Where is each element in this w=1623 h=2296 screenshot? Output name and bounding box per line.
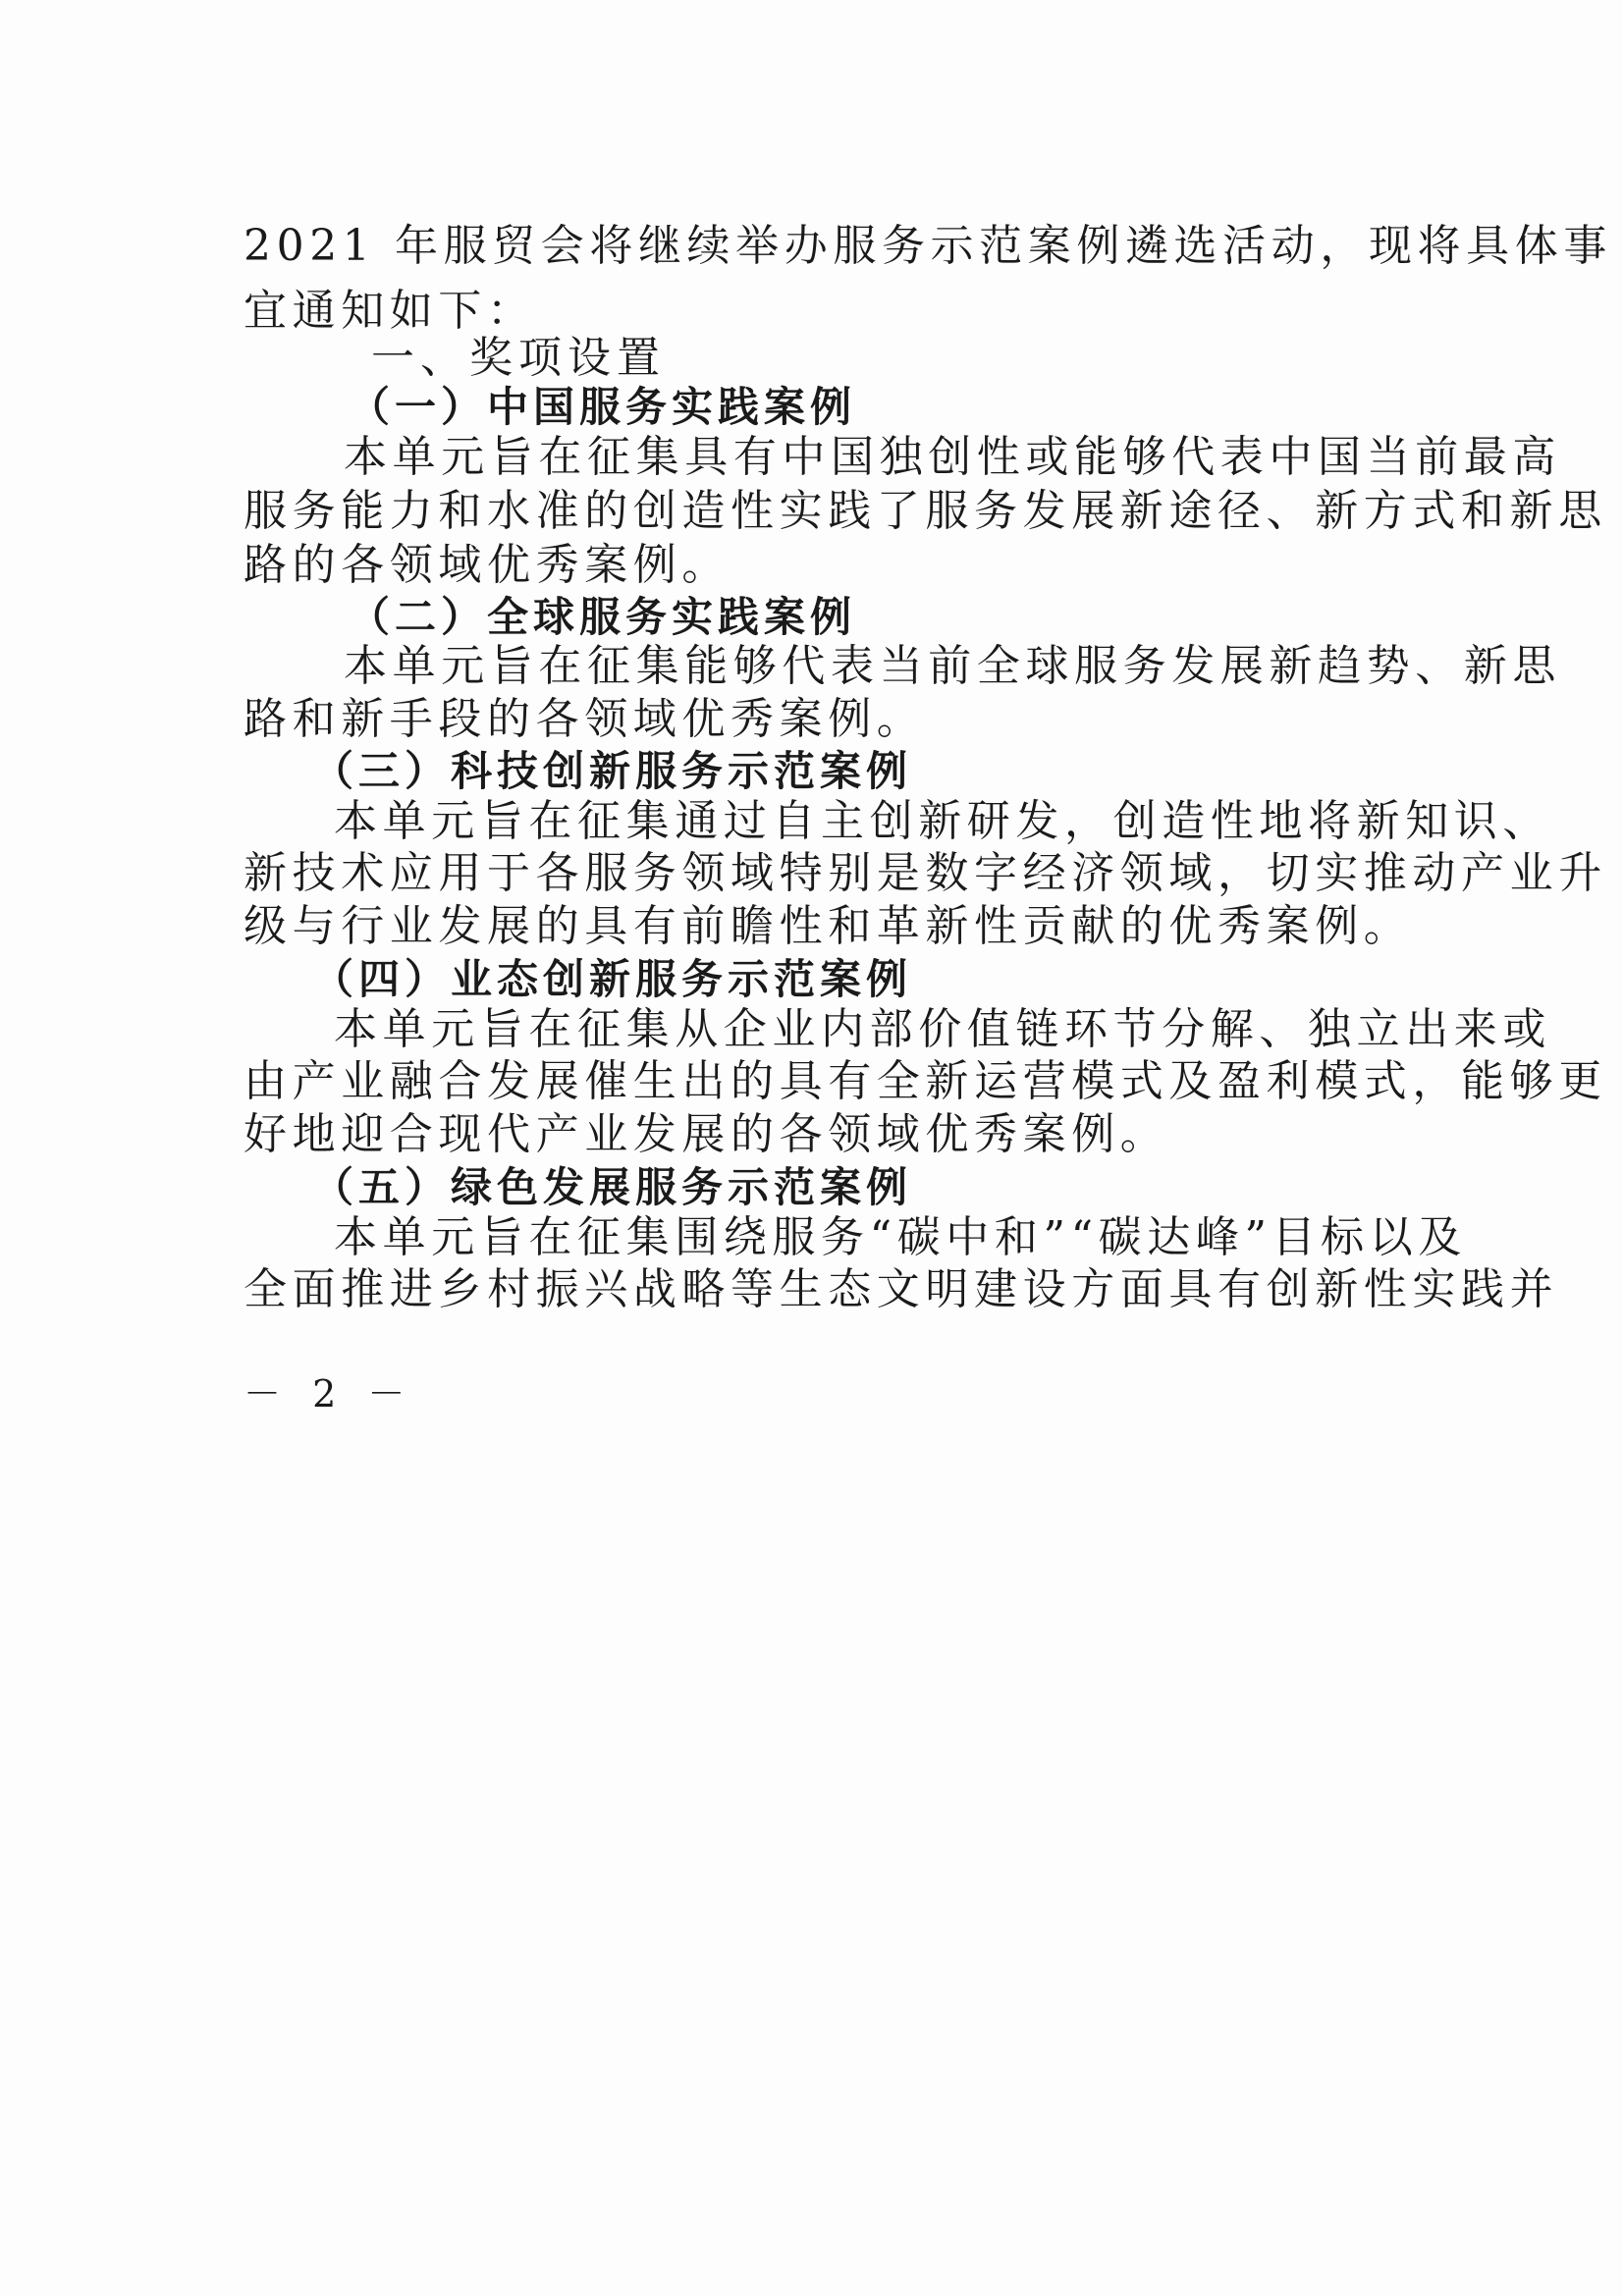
intro-line-1: 2021 年服贸会将继续举办服务示范案例遴选活动，现将具体事 bbox=[243, 221, 1612, 271]
item-1-line-2: 服务能力和水准的创造性实践了服务发展新途径、新方式和新思 bbox=[243, 486, 1607, 536]
item-5-line-2: 全面推进乡村振兴战略等生态文明建设方面具有创新性实践并 bbox=[243, 1264, 1559, 1314]
item-4-title: （四）业态创新服务示范案例 bbox=[312, 955, 913, 1003]
item-2-line-2: 路和新手段的各领域优秀案例。 bbox=[243, 694, 926, 744]
section-title-awards: 一、奖项设置 bbox=[371, 333, 666, 383]
item-4-line-3: 好地迎合现代产业发展的各领域优秀案例。 bbox=[243, 1109, 1169, 1159]
item-3-title: （三）科技创新服务示范案例 bbox=[312, 747, 913, 795]
intro-line-2: 宜通知如下： bbox=[243, 286, 536, 336]
item-1-title: （一）中国服务实践案例 bbox=[349, 383, 857, 431]
item-2-title: （二）全球服务实践案例 bbox=[349, 593, 857, 641]
page-number: － 2 － bbox=[243, 1372, 415, 1415]
item-3-line-3: 级与行业发展的具有前瞻性和革新性贡献的优秀案例。 bbox=[243, 901, 1413, 951]
item-3-line-2: 新技术应用于各服务领域特别是数字经济领域，切实推动产业升 bbox=[243, 848, 1607, 898]
item-1-line-3: 路的各领域优秀案例。 bbox=[243, 540, 730, 590]
item-5-title: （五）绿色发展服务示范案例 bbox=[312, 1163, 913, 1211]
item-4-line-2: 由产业融合发展催生出的具有全新运营模式及盈利模式，能够更 bbox=[243, 1056, 1607, 1106]
item-3-line-1: 本单元旨在征集通过自主创新研发，创造性地将新知识、 bbox=[334, 796, 1551, 846]
item-4-line-1: 本单元旨在征集从企业内部价值链环节分解、独立出来或 bbox=[334, 1004, 1551, 1054]
item-5-line-1: 本单元旨在征集围绕服务“碳中和”“碳达峰”目标以及 bbox=[334, 1212, 1467, 1262]
item-2-line-1: 本单元旨在征集能够代表当前全球服务发展新趋势、新思 bbox=[344, 641, 1561, 691]
item-1-line-1: 本单元旨在征集具有中国独创性或能够代表中国当前最高 bbox=[344, 432, 1561, 482]
